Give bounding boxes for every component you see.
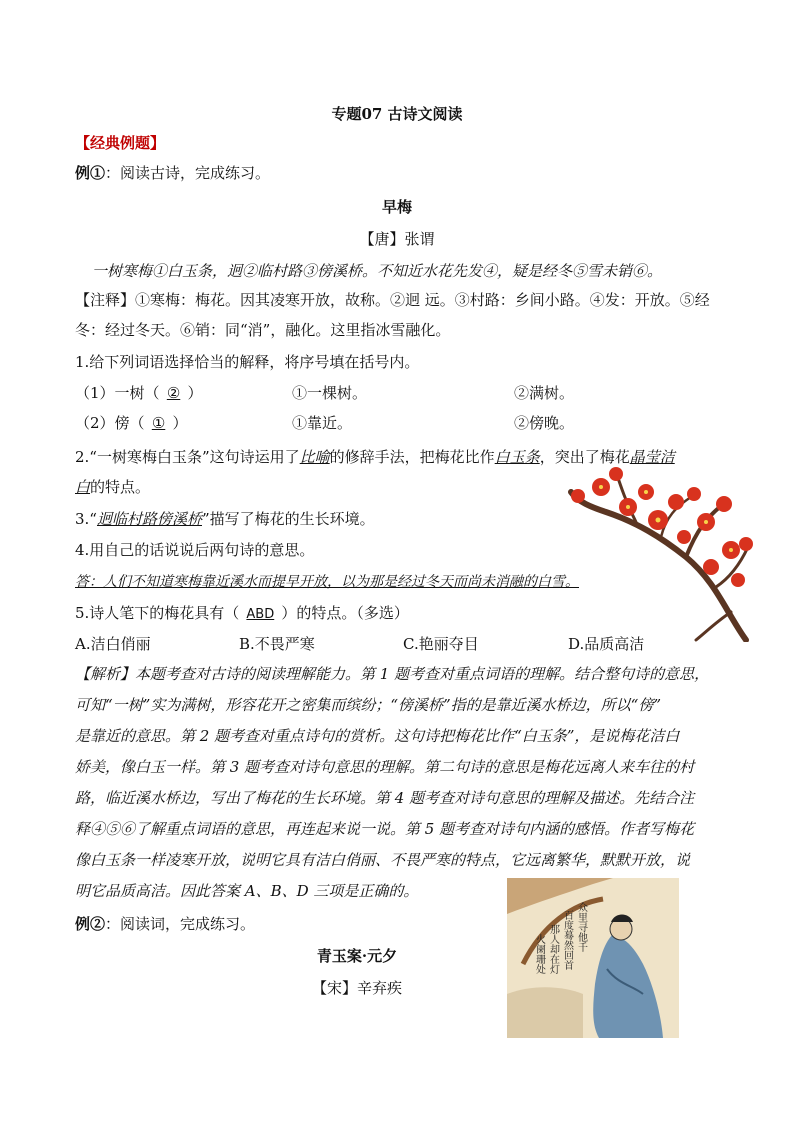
poem1-text: 一树寒梅①白玉条，迥②临村路③傍溪桥。不知近水花先发④，疑是经冬⑤雪未销⑥。	[92, 262, 663, 280]
q4-answer: 答：人们不知道寒梅靠近溪水而提早开放，以为那是经过冬天而尚未消融的白雪。	[75, 574, 579, 590]
q1-item-1-opt1: ①一棵树。	[292, 384, 368, 402]
analysis-line-8: 明它品质高洁。因此答案 A、B、D 三项是正确的。	[75, 882, 419, 900]
example2-label: 例②	[75, 915, 106, 933]
q1-item-2-opt1: ①靠近。	[292, 414, 353, 432]
example2-instruction: ：阅读词，完成练习。	[105, 915, 256, 933]
q1-item-1-opt2: ②满树。	[514, 384, 575, 402]
example1-label: 例①	[75, 164, 106, 182]
plum-blossom-illustration	[566, 462, 756, 642]
analysis-line-7: 像白玉条一样凌寒开放，说明它具有洁白俏丽、不畏严寒的特点，它远离繁华，默默开放，说	[75, 851, 691, 869]
q3-answer: 迥临村路傍溪桥	[96, 510, 202, 528]
q5-option-a: A.洁白俏丽	[75, 635, 151, 653]
poem2-author: 【宋】辛弃疾	[311, 979, 402, 997]
q5-stem: 5.诗人笔下的梅花具有（ ABD ）的特点。（多选）	[75, 603, 409, 625]
q2-answer-3: 晶莹洁	[629, 448, 675, 466]
poem1-author: 【唐】张谓	[359, 230, 435, 248]
example1-instruction: ：阅读古诗，完成练习。	[105, 164, 271, 182]
analysis-line-4: 娇美，像白玉一样。第 3 题考查对诗句意思的理解。第二句诗的意思是梅花远离人来车往的村	[75, 758, 695, 776]
page-title: 专题07 古诗文阅读	[331, 105, 463, 123]
painting-text-2: 百度蓦然回首	[561, 910, 573, 970]
q2-line-2: 白的特点。	[75, 478, 151, 496]
q5-answer: ABD	[246, 607, 275, 622]
q5-option-c: C.艳丽夺目	[403, 635, 479, 653]
painting-text-1: 众里寻他千	[575, 902, 587, 952]
q4-stem: 4.用自己的话说说后两句诗的意思。	[75, 541, 315, 559]
q1-item-2-answer: ①	[151, 414, 166, 432]
q1-item-2-opt2: ②傍晚。	[514, 414, 575, 432]
section-label: 【经典例题】	[75, 134, 166, 152]
example2-heading	[75, 914, 255, 934]
example1-heading	[75, 163, 270, 183]
q2-answer-1: 比喻	[299, 448, 330, 466]
analysis-line-5: 路，临近溪水桥边，写出了梅花的生长环境。第 4 题考查对诗句意思的理解及描述。先结合注	[75, 789, 695, 807]
q1-item-1-answer: ②	[166, 384, 181, 402]
analysis-line-2: 可知“一树”实为满树，形容花开之密集而缤纷；“傍溪桥”指的是靠近溪水桥边，所以“傍”	[75, 696, 662, 714]
notes-line-2: 冬：经过冬天。⑥销：同“消”，融化。这里指冰雪融化。	[75, 321, 451, 339]
q1-item-1: （1）一树（ ② ）	[75, 384, 203, 402]
poem1-title: 早梅	[381, 198, 412, 216]
analysis-line-6: 释④⑤⑥了解重点词语的意思，再连起来说一说。第 5 题考查对诗句内涵的感悟。作者写梅花	[75, 820, 695, 838]
poem2-title: 青玉案·元夕	[316, 947, 398, 965]
analysis-line-3: 是靠近的意思。第 2 题考查对重点诗句的赏析。这句诗把梅花比作“白玉条”，是说梅花洁白	[75, 727, 680, 745]
q1-item-2: （2）傍（ ① ）	[75, 414, 188, 432]
q3: 3.“迥临村路傍溪桥”描写了梅花的生长环境。	[75, 510, 375, 528]
q2-line-1: 2.“一树寒梅白玉条”这句诗运用了比喻的修辞手法，把梅花比作白玉条，突出了梅花晶莹洁	[75, 448, 675, 466]
q2-answer-2: 白玉条	[494, 448, 540, 466]
scholar-painting	[503, 874, 683, 1042]
q5-option-b: B.不畏严寒	[239, 635, 315, 653]
analysis-line-1: 【解析】本题考查对古诗的阅读理解能力。第 1 题考查对重点词语的理解。结合整句诗的意思，	[75, 665, 710, 683]
q1-stem: 1.给下列词语选择恰当的解释，将序号填在括号内。	[75, 353, 420, 371]
q5-option-d: D.品质高洁	[568, 635, 645, 653]
painting-text-3: 那人却在灯	[547, 924, 559, 974]
painting-text-4: 火阑珊处	[533, 934, 545, 974]
notes-line-1: 【注释】①寒梅：梅花。因其凌寒开放，故称。②迥 远。③村路：乡间小路。④发：开放。⑤经	[75, 291, 710, 309]
